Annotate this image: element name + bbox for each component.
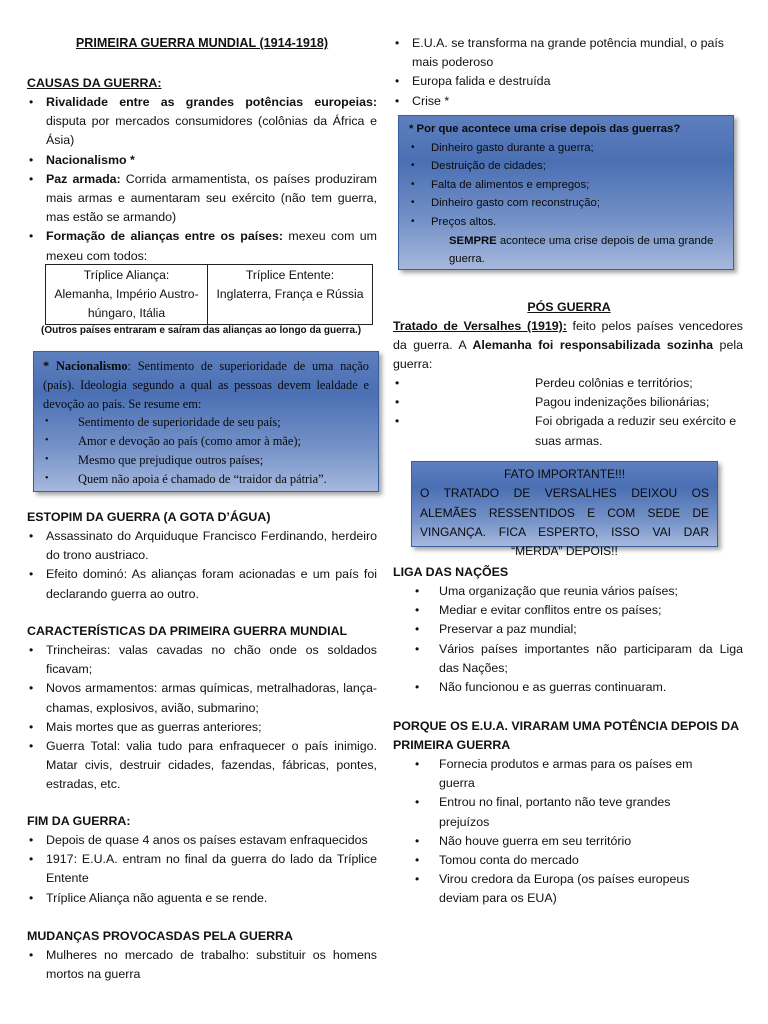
trigger-list	[27, 527, 377, 604]
list-item: • Pagou indenizações bilionárias;	[393, 393, 743, 412]
list-item: • Paz armada: Corrida armamentista, os países produziram mais armas e aumentaram seu exército (não tem guerra, mas estão se armando)	[27, 170, 377, 228]
important-fact-title: FATO IMPORTANTE!!!	[503, 467, 626, 481]
nationalism-box: * Nacionalismo: Sentimento de superioridade de uma nação (país). Ideologia segundo a qual as pessoas devem lealdade e devoção ao país. Se resume em: • Sentimento de superioridade de seu país; • Amor e devoção ao país (como amor à mãe); • Mesmo que prejudique outros países; • Quem não apoia é chamado de “traidor da pátria”.	[33, 351, 379, 492]
list-item: • Falta de alimentos e empregos;	[409, 176, 723, 195]
list-item: • Destruição de cidades;	[409, 157, 723, 176]
end-list	[27, 831, 377, 908]
list-item: • Crise *	[393, 92, 743, 111]
usa-heading: PORQUE OS E.U.A. VIRARAM UMA POTÊNCIA DEPOIS DA PRIMEIRA GUERRA	[393, 719, 739, 753]
list-item: • Entrou no final, portanto não teve grandes prejuízos	[393, 793, 703, 831]
league-list	[393, 582, 743, 697]
list-item: • Não houve guerra em seu território	[393, 832, 703, 851]
list-item: • Tríplice Aliança não aguenta e se rende.	[27, 889, 377, 908]
list-item: • Amor e devoção ao país (como amor à mãe);	[43, 432, 369, 451]
list-item: • Trincheiras: valas cavadas no chão onde os soldados ficavam;	[27, 641, 377, 679]
features-list	[27, 641, 377, 795]
table-note: (Outros países entraram e saíram das alianças ao longo da guerra.)	[41, 325, 362, 336]
league-heading: LIGA DAS NAÇÕES	[393, 565, 509, 579]
list-item: • Não funcionou e as guerras continuaram.	[393, 678, 743, 697]
important-fact-box	[411, 461, 718, 559]
changes-continued-list	[393, 34, 743, 111]
list-item: • Preservar a paz mundial;	[393, 620, 743, 639]
list-item: • Mulheres no mercado de trabalho: substituir os homens mortos na guerra	[27, 946, 377, 984]
list-item: • E.U.A. se transforma na grande potência mundial, o país mais poderoso	[393, 34, 743, 72]
usa-list	[393, 755, 703, 909]
list-item: • Perdeu colônias e territórios;	[393, 374, 743, 393]
changes-heading: MUDANÇAS PROVOCASDAS PELA GUERRA	[27, 929, 293, 943]
causes-heading: CAUSAS DA GUERRA:	[27, 76, 162, 90]
list-item: • Mesmo que prejudique outros países;	[43, 451, 369, 470]
alliances-table	[45, 264, 373, 325]
important-fact-text: O TRATADO DE VERSALHES DEIXOU OS ALEMÃES RESSENTIDOS E COM SEDE DE VINGANÇA. FICA ESPERTO, ISSO VAI DAR “MERDA” DEPOIS!!	[420, 486, 709, 559]
trigger-heading: ESTOPIM DA GUERRA (A GOTA D’ÁGUA)	[27, 510, 271, 524]
treaty-consequences-list	[393, 374, 743, 451]
list-item: • Rivalidade entre as grandes potências europeias: disputa por mercados consumidores (colônias da África e Ásia)	[27, 93, 377, 151]
end-heading: FIM DA GUERRA:	[27, 814, 131, 828]
list-item: • 1917: E.U.A. entram no final da guerra do lado da Tríplice Entente	[27, 850, 377, 888]
post-war-heading: PÓS GUERRA	[527, 300, 611, 314]
list-item: • Uma organização que reunia vários países;	[393, 582, 743, 601]
list-item: • Fornecia produtos e armas para os países em guerra	[393, 755, 703, 793]
list-item: • Mediar e evitar conflitos entre os países;	[393, 601, 743, 620]
features-heading: CARACTERÍSTICAS DA PRIMEIRA GUERRA MUNDIAL	[27, 624, 348, 638]
list-item: • Foi obrigada a reduzir seu exército e suas armas.	[393, 412, 743, 450]
list-item: • Formação de alianças entre os países: mexeu com um mexeu com todos:	[27, 227, 377, 265]
list-item: • Guerra Total: valia tudo para enfraquecer o país inimigo. Matar civis, destruir cidades, fazendas, fábricas, pontes, estradas, etc.	[27, 737, 377, 795]
page-title: PRIMEIRA GUERRA MUNDIAL (1914-1918)	[75, 36, 329, 50]
list-item: • Depois de quase 4 anos os países estavam enfraquecidos	[27, 831, 377, 850]
list-item: • Vários países importantes não participaram da Liga das Nações;	[393, 640, 743, 678]
list-item: • Novos armamentos: armas químicas, metralhadoras, lança-chamas, explosivos, avião, submarino;	[27, 679, 377, 717]
list-item: • Efeito dominó: As alianças foram acionadas e um país foi declarando guerra ao outro.	[27, 565, 377, 603]
triple-alliance-cell: Tríplice Aliança: Alemanha, Império Austro-húngaro, Itália	[46, 265, 208, 325]
list-item: • Preços altos.	[409, 213, 723, 232]
treaty-paragraph: Tratado de Versalhes (1919): feito pelos países vencedores da guerra. A Alemanha foi responsabilizada sozinha pela guerra:	[393, 319, 743, 372]
list-item: • Tomou conta do mercado	[393, 851, 703, 870]
list-item: • Quem não apoia é chamado de “traidor da pátria”.	[43, 470, 369, 489]
list-item: • Assassinato do Arquiduque Francisco Ferdinando, herdeiro do trono austriaco.	[27, 527, 377, 565]
list-item: • Virou credora da Europa (os países europeus deviam para os EUA)	[393, 870, 703, 908]
list-item: • Europa falida e destruída	[393, 72, 743, 91]
crisis-box: * Por que acontece uma crise depois das guerras? • Dinheiro gasto durante a guerra; • Destruição de cidades; • Falta de alimentos e empregos; • Dinheiro gasto com reconstrução; • Preços altos. SEMPRE acontece uma crise depois de uma grande guerra.	[398, 115, 734, 270]
causes-list	[27, 93, 377, 266]
list-item: • Dinheiro gasto durante a guerra;	[409, 139, 723, 158]
triple-entente-cell: Tríplice Entente: Inglaterra, França e Rússia	[208, 265, 373, 325]
list-item: • Nacionalismo *	[27, 151, 377, 170]
list-item: • Mais mortes que as guerras anteriores;	[27, 718, 377, 737]
list-item: • Dinheiro gasto com reconstrução;	[409, 194, 723, 213]
list-item: • Sentimento de superioridade de seu país;	[43, 413, 369, 432]
changes-list	[27, 946, 377, 984]
